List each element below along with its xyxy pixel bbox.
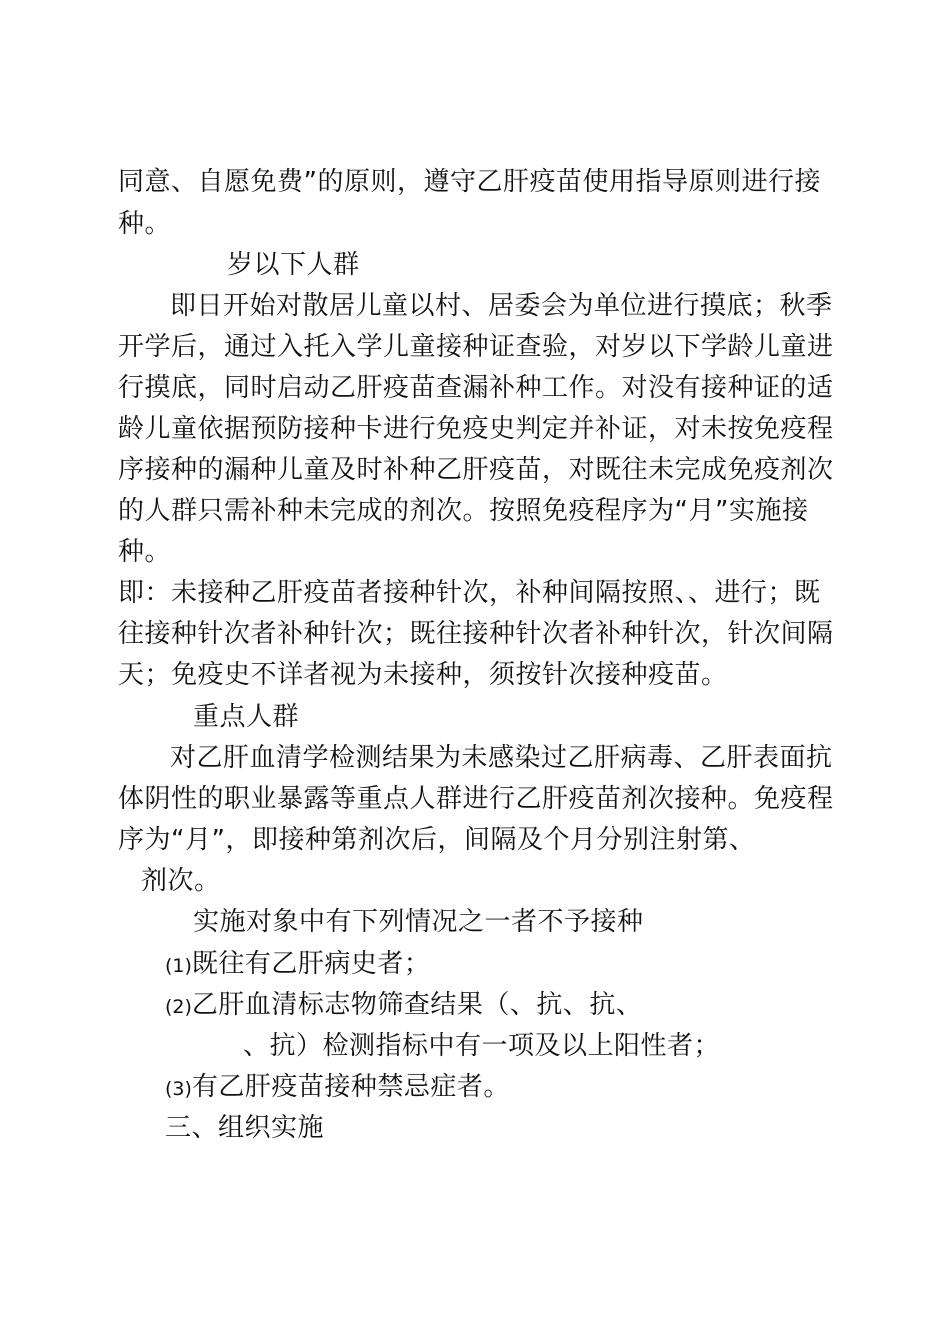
text-line: 种。	[118, 209, 172, 239]
text-line: 往接种针次者补种针次；既往接种针次者补种针次，针次间隔	[118, 619, 834, 649]
text-line: 即：未接种乙肝疫苗者接种针次，补种间隔按照、、进行；既	[118, 578, 821, 608]
text-line: 的人群只需补种未完成的剂次。按照免疫程序为“月”实施接	[118, 496, 809, 526]
list-item	[165, 985, 642, 1027]
text-line: 行摸底，同时启动乙肝疫苗查漏补种工作。对没有接种证的适	[118, 373, 834, 403]
section-heading: 三、组织实施	[165, 1113, 325, 1143]
text-line: 、抗）检测指标中有一项及以上阳性者；	[243, 1031, 721, 1061]
list-item	[165, 944, 430, 986]
text-line: 剂次。	[141, 866, 221, 896]
text-line: 序接种的漏种儿童及时补种乙肝疫苗，对既往未完成免疫剂次	[118, 455, 834, 485]
section-heading: 实施对象中有下列情况之一者不予接种	[193, 907, 644, 937]
text-line: 龄儿童依据预防接种卡进行免疫史判定并补证，对未按免疫程	[118, 414, 834, 444]
section-heading: 重点人群	[193, 702, 300, 732]
list-marker: (3)	[165, 1078, 192, 1100]
text-line: 序为“月”，即接种第剂次后，间隔及个月分别注射第、	[118, 825, 756, 855]
list-item-text: 既往有乙肝病史者；	[191, 949, 431, 979]
text-line: 同意、自愿免费”的原则，遵守乙肝疫苗使用指导原则进行接	[118, 167, 821, 197]
list-marker: (1)	[165, 955, 192, 977]
list-marker: (2)	[165, 996, 192, 1018]
list-item-text: 乙肝血清标志物筛查结果（、抗、抗、	[191, 990, 643, 1020]
text-line: 即日开始对散居儿童以村、居委会为单位进行摸底；秋季	[170, 291, 833, 321]
text-line: 开学后，通过入托入学儿童接种证查验，对岁以下学龄儿童进	[118, 332, 834, 362]
text-line: 体阴性的职业暴露等重点人群进行乙肝疫苗剂次接种。免疫程	[118, 784, 834, 814]
text-line: 对乙肝血清学检测结果为未感染过乙肝病毒、乙肝表面抗	[170, 743, 833, 773]
text-line: 天；免疫史不详者视为未接种，须按针次接种疫苗。	[118, 660, 728, 690]
section-heading: 岁以下人群	[227, 250, 360, 280]
list-item-text: 有乙肝疫苗接种禁忌症者。	[191, 1072, 510, 1102]
text-line: 种。	[118, 537, 172, 567]
list-item	[165, 1067, 510, 1109]
